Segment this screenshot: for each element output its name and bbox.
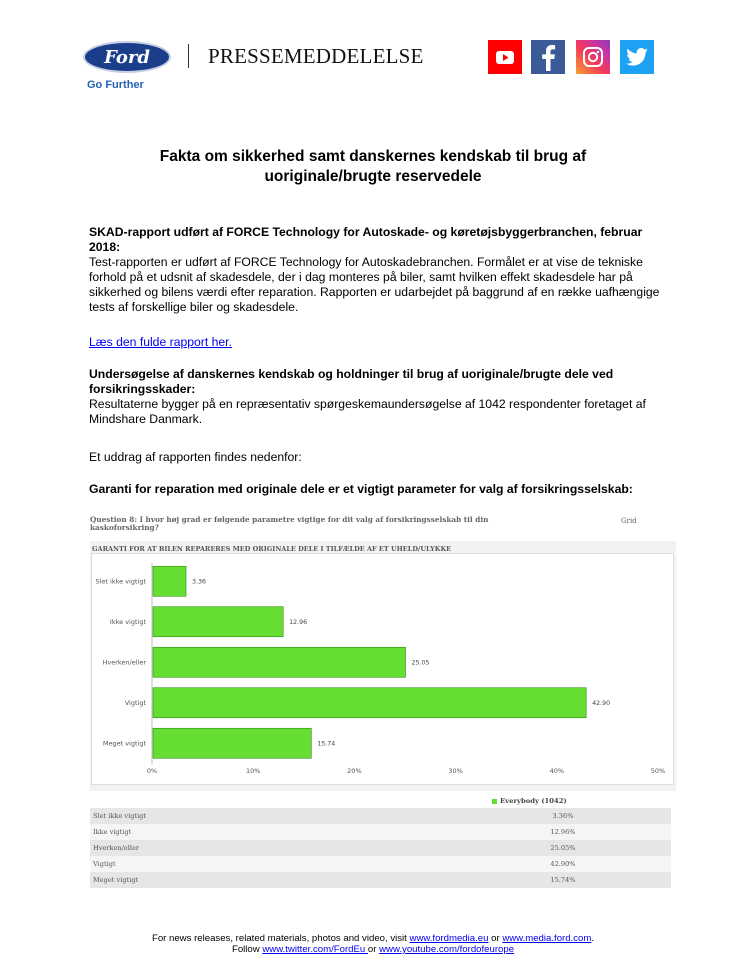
section1-heading: SKAD-rapport udført af FORCE Technology for Autoskade- og køretøjsbyggerbranchen, februar 2018: [89, 225, 643, 254]
legend-label: Everybody (1042) [500, 797, 567, 805]
table-row [90, 840, 671, 856]
chart-subtitle: GARANTI FOR AT BILEN REPARERES MED ORIGINALE DELE I TILFÆLDE AF ET UHELD/ULYKKE [92, 545, 452, 553]
footer-or: or [488, 933, 503, 944]
footer-or2: or [367, 944, 380, 955]
table-row [90, 824, 671, 840]
footer-text: For news releases, related materials, photos and video, visit [151, 933, 410, 944]
headline: Fakta om sikkerhed samt danskernes kendskab til brug af uoriginale/brugte reservedele [159, 148, 587, 185]
footer [0, 933, 746, 955]
footer-period: . [591, 933, 595, 944]
twitter-link[interactable]: www.twitter.com/FordEu [262, 944, 368, 955]
value-label: 3.36 [192, 578, 207, 586]
data-table [90, 808, 671, 888]
table-row-label: Meget vigtigt [93, 876, 139, 884]
legend-swatch [492, 799, 497, 804]
category-label: Meget vigtigt [102, 739, 146, 748]
fordmedia-link[interactable]: www.fordmedia.eu [409, 933, 489, 944]
youtube-link[interactable]: www.youtube.com/fordofeurope [379, 944, 515, 955]
x-tick-label: 0% [146, 767, 158, 775]
table-row [90, 872, 671, 888]
table-row-value: 12.96% [550, 828, 576, 836]
table-row-value: 3.36% [552, 812, 574, 820]
section2-body: Resultaterne bygger på en repræsentativ spørgeskemaundersøgelse af 1042 respondenter foretaget af Mindshare Danmark. [89, 397, 646, 426]
table-row-value: 42.90% [550, 860, 576, 868]
table-row-value: 25.05% [550, 844, 576, 852]
x-tick-label: 40% [549, 767, 565, 775]
table-row [90, 856, 671, 872]
media-ford-link[interactable]: www.media.ford.com [502, 933, 592, 944]
x-tick-label: 20% [347, 767, 362, 775]
page-title: PRESSEMEDDELELSE [208, 44, 424, 68]
tagline: Go Further [87, 79, 144, 91]
category-label: Hverken/eller [102, 658, 146, 667]
table-row-value: 15.74% [550, 876, 576, 884]
section3-heading: Garanti for reparation med originale dele er et vigtigt parameter for valg af forsikringsselskab: [89, 482, 633, 496]
ford-logo-text: Ford [104, 46, 150, 68]
table-row-label: Ikke vigtigt [93, 828, 132, 836]
x-tick-label: 50% [650, 767, 666, 775]
table-row-label: Vigtigt [93, 860, 116, 868]
value-label: 25.05 [411, 659, 430, 667]
category-label: Ikke vigtigt [109, 617, 146, 626]
table-row-label: Hverken/eller [93, 844, 140, 852]
report-link[interactable]: Læs den fulde rapport her. [89, 335, 232, 349]
chart-question: Question 8: I hvor høj grad er følgende parametre vigtige for dit valg af forsikringsselskab til din kaskoforsikring? [90, 515, 489, 532]
bar [153, 688, 586, 718]
x-tick-label: 30% [448, 767, 463, 775]
footer-follow: Follow [231, 944, 263, 955]
chart-legend [492, 797, 567, 805]
table-row [90, 808, 671, 824]
category-label: Vigtigt [124, 698, 146, 707]
table-row-label: Slet ikke vigtigt [93, 812, 147, 820]
bar [153, 728, 311, 758]
bar [153, 647, 406, 677]
section1-body: Test-rapporten er udført af FORCE Technology for Autoskadebranchen. Formålet er at vise de tekniske forhold på et udsnit af skadesdele, der i dag monteres på biler, samt hvilken effekt skadesdele har på sikkerhed og bilens værdi efter reparation. Rapporten er udarbejdet på baggrund af en række uafhængige tests af forskellige biler og skadesdele. [89, 255, 660, 314]
bar [153, 566, 186, 596]
value-label: 12.96 [289, 618, 308, 626]
x-tick-label: 10% [245, 767, 261, 775]
value-label: 42.90 [592, 699, 611, 707]
grid-label: Grid [621, 517, 637, 525]
section2-heading: Undersøgelse af danskernes kendskab og holdninger til brug af uoriginale/brugte dele ved forsikringsskader: [89, 367, 614, 396]
excerpt-text: Et uddrag af rapporten findes nedenfor: [89, 450, 302, 464]
category-label: Slet ikke vigtigt [95, 577, 146, 586]
bar [153, 607, 283, 637]
value-label: 15.74 [317, 740, 336, 748]
